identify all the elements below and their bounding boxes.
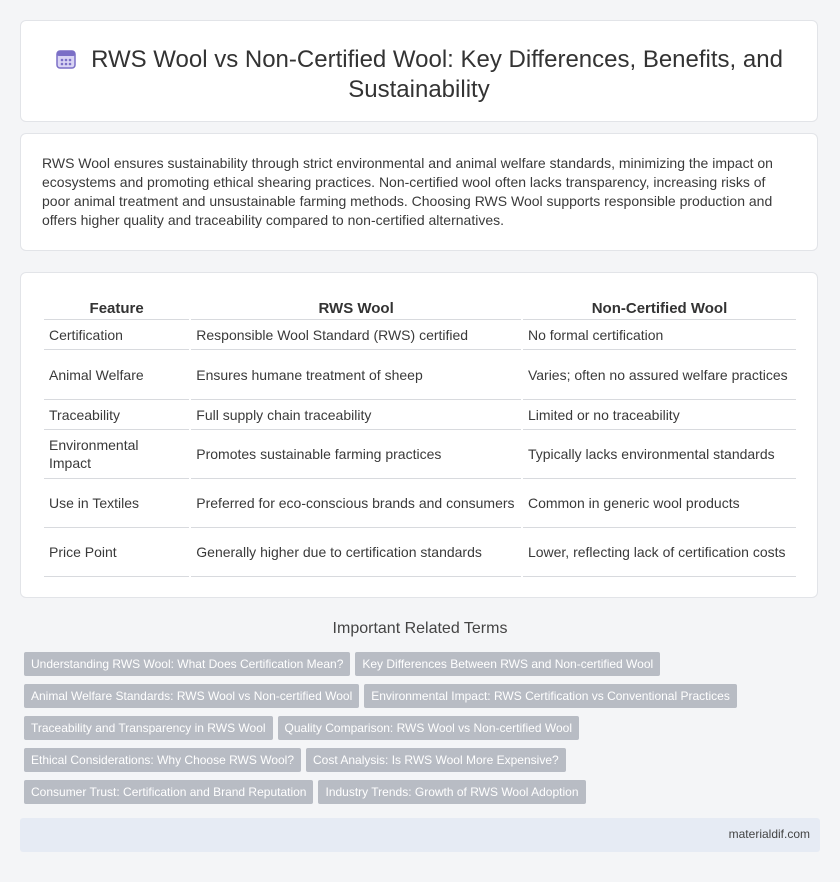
related-term-tag[interactable]: Understanding RWS Wool: What Does Certification Mean? xyxy=(24,652,350,676)
related-term-tag[interactable]: Industry Trends: Growth of RWS Wool Adoption xyxy=(318,780,585,804)
calendar-grid-icon xyxy=(55,48,77,70)
related-term-tag[interactable]: Environmental Impact: RWS Certification vs Conventional Practices xyxy=(364,684,737,708)
tag-row xyxy=(24,652,804,684)
related-term-tag[interactable]: Cost Analysis: Is RWS Wool More Expensive? xyxy=(306,748,566,772)
non-certified-cell: Limited or no traceability xyxy=(523,400,796,430)
page-title: RWS Wool vs Non-Certified Wool: Key Differences, Benefits, and Sustainability xyxy=(91,46,783,103)
intro-card xyxy=(20,133,818,251)
table-header-row xyxy=(44,297,796,320)
rws-cell: Ensures humane treatment of sheep xyxy=(191,350,521,400)
feature-cell: Animal Welfare xyxy=(44,350,189,400)
rws-cell: Responsible Wool Standard (RWS) certified xyxy=(191,320,521,350)
feature-cell: Price Point xyxy=(44,528,189,577)
tag-row xyxy=(24,780,804,812)
non-certified-cell: No formal certification xyxy=(523,320,796,350)
table-row xyxy=(44,320,796,350)
rws-cell: Preferred for eco-conscious brands and consumers xyxy=(191,479,521,528)
related-term-tag[interactable]: Consumer Trust: Certification and Brand Reputation xyxy=(24,780,313,804)
related-term-tag[interactable]: Ethical Considerations: Why Choose RWS Wool? xyxy=(24,748,301,772)
tag-row xyxy=(24,748,804,780)
related-term-tag[interactable]: Quality Comparison: RWS Wool vs Non-certified Wool xyxy=(278,716,579,740)
site-credit[interactable]: materialdif.com xyxy=(728,827,810,841)
page-title-wrap xyxy=(21,45,817,105)
header-non-certified-wool: Non-Certified Wool xyxy=(523,297,796,320)
related-term-tag[interactable]: Animal Welfare Standards: RWS Wool vs Non-certified Wool xyxy=(24,684,359,708)
related-terms-list xyxy=(24,652,804,812)
feature-cell: Traceability xyxy=(44,400,189,430)
rws-cell: Full supply chain traceability xyxy=(191,400,521,430)
tag-row xyxy=(24,684,804,716)
non-certified-cell: Varies; often no assured welfare practices xyxy=(523,350,796,400)
rws-cell: Generally higher due to certification standards xyxy=(191,528,521,577)
feature-cell: Certification xyxy=(44,320,189,350)
header-rws-wool: RWS Wool xyxy=(191,297,521,320)
intro-paragraph: RWS Wool ensures sustainability through strict environmental and animal welfare standards, minimizing the impact on ecosystems and promoting ethical shearing practices. Non-certified wool often lacks transparency, increasing risks of poor animal treatment and unsustainable farming methods. Choosing RWS Wool supports responsible production and offers higher quality and traceability compared to non-certified alternatives. xyxy=(42,155,773,228)
tag-row xyxy=(24,716,804,748)
related-term-tag[interactable]: Traceability and Transparency in RWS Wool xyxy=(24,716,273,740)
feature-cell: Use in Textiles xyxy=(44,479,189,528)
header-feature: Feature xyxy=(44,297,189,320)
non-certified-cell: Typically lacks environmental standards xyxy=(523,430,796,479)
feature-cell: Environmental Impact xyxy=(44,430,189,479)
table-row xyxy=(44,528,796,577)
non-certified-cell: Common in generic wool products xyxy=(523,479,796,528)
rws-cell: Promotes sustainable farming practices xyxy=(191,430,521,479)
comparison-card xyxy=(20,272,818,598)
footer xyxy=(20,818,820,852)
title-card xyxy=(20,20,818,122)
comparison-table xyxy=(42,297,798,577)
table-row xyxy=(44,400,796,430)
non-certified-cell: Lower, reflecting lack of certification costs xyxy=(523,528,796,577)
table-row xyxy=(44,430,796,479)
table-row xyxy=(44,350,796,400)
related-terms-heading: Important Related Terms xyxy=(332,620,508,637)
table-row xyxy=(44,479,796,528)
related-term-tag[interactable]: Key Differences Between RWS and Non-certified Wool xyxy=(355,652,660,676)
